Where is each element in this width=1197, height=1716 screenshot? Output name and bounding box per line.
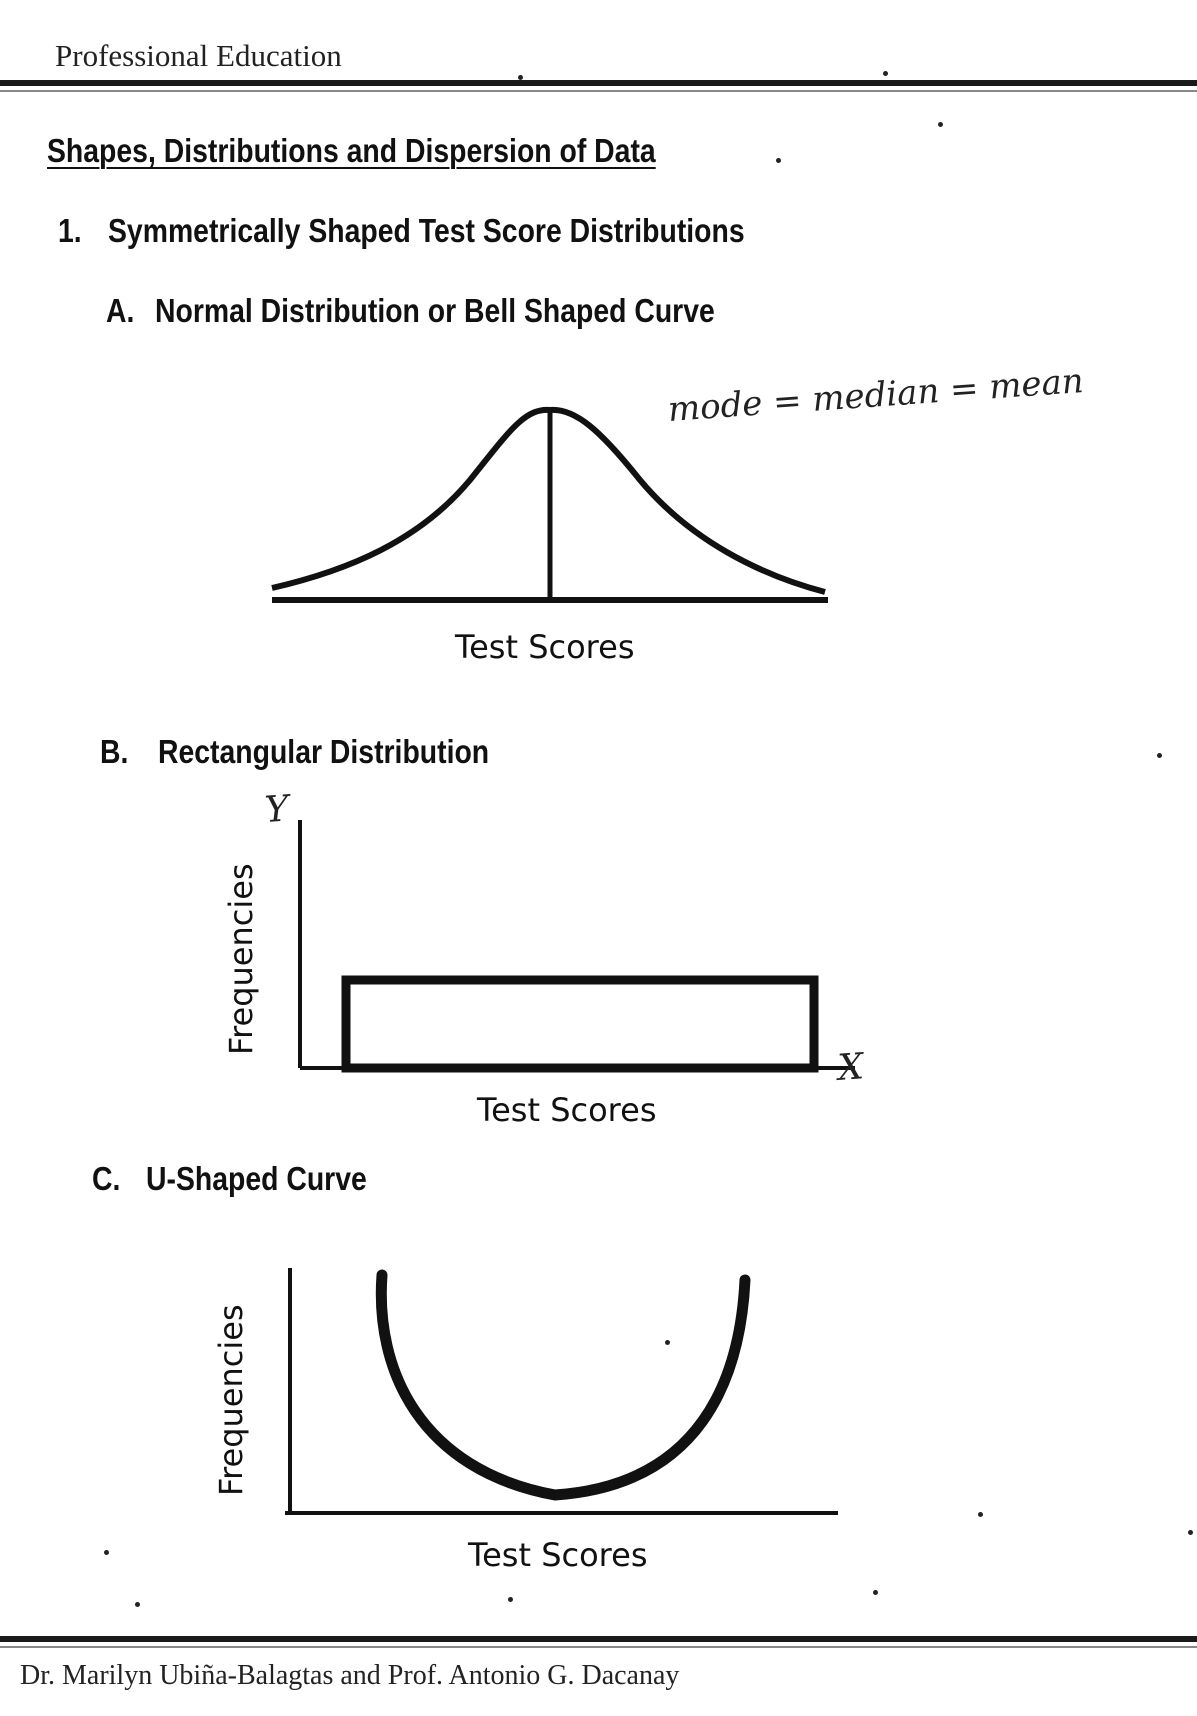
handwritten-annotation: mode = median = mean (666, 360, 1085, 430)
figure-c-letter: C. (92, 1160, 121, 1197)
section-number: 1. (58, 212, 82, 249)
figure-b-y-label: Frequencies (222, 863, 260, 1055)
y-axis-mark: Y (263, 788, 291, 831)
header-rule-thin (0, 90, 1197, 92)
page-footer: Dr. Marilyn Ubiña-Balagtas and Prof. Antonio G. Dacanay (20, 1660, 680, 1691)
scan-speck (518, 75, 523, 80)
scan-speck (135, 1602, 140, 1607)
figure-c-heading: U-Shaped Curve (146, 1160, 367, 1197)
u-curve (381, 1275, 745, 1495)
figure-b-heading: Rectangular Distribution (158, 733, 490, 770)
footer-rule (0, 1636, 1197, 1642)
scan-speck (1188, 1530, 1193, 1535)
rect-bar (346, 980, 814, 1068)
scan-speck (883, 71, 888, 76)
figure-b-letter: B. (100, 733, 129, 770)
scan-speck (873, 1590, 878, 1595)
scan-speck (665, 1340, 670, 1345)
scan-speck (104, 1550, 109, 1555)
page-header: Professional Education (55, 38, 342, 73)
figure-b-x-label: Test Scores (477, 1091, 657, 1129)
scan-speck (776, 158, 781, 163)
scan-speck (938, 122, 943, 127)
figure-a-heading: Normal Distribution or Bell Shaped Curve (155, 292, 715, 329)
scan-speck (1157, 753, 1162, 758)
footer-rule-thin (0, 1646, 1197, 1648)
scan-speck (508, 1597, 513, 1602)
bell-curve (272, 410, 825, 592)
x-axis-mark: X (836, 1046, 866, 1089)
document-title: Shapes, Distributions and Dispersion of Data (47, 132, 656, 169)
figure-c-y-label: Frequencies (212, 1304, 250, 1496)
figure-a-x-label: Test Scores (455, 628, 635, 666)
header-rule (0, 80, 1197, 86)
figure-a-letter: A. (106, 292, 135, 329)
figure-c-x-label: Test Scores (468, 1536, 648, 1574)
section-heading: Symmetrically Shaped Test Score Distributions (108, 212, 745, 249)
scan-speck (978, 1512, 983, 1517)
